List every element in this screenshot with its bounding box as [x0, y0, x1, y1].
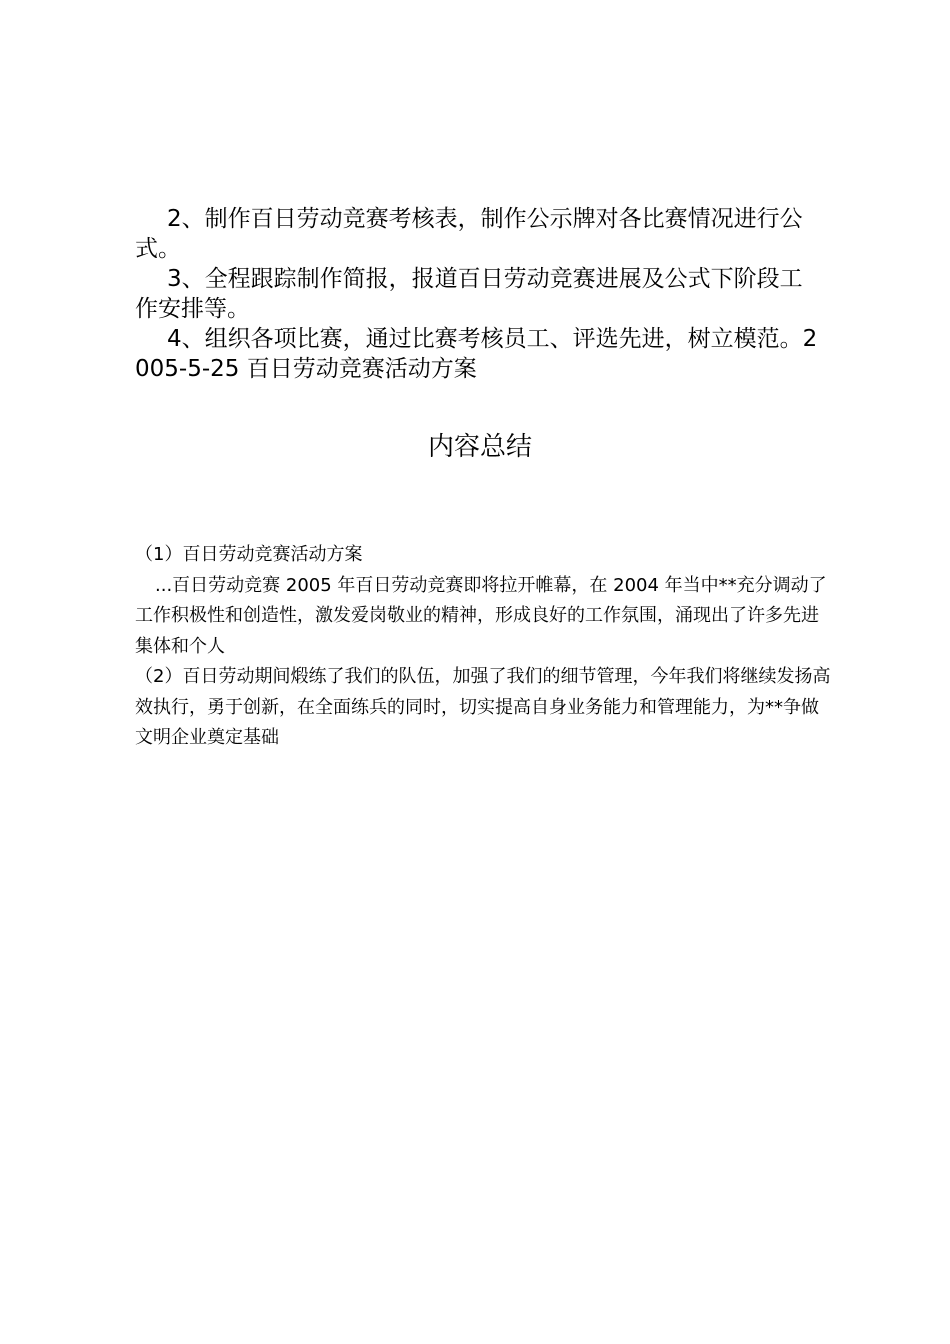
summary-item-1-heading: （1）百日劳动竞赛活动方案: [135, 544, 363, 565]
summary-item-1-text: ...百日劳动竞赛 2005 年百日劳动竞赛即将拉开帷幕，在 2004 年当中**充分调动了工作积极性和创造性，激发爱岗敬业的精神，形成良好的工作氛围，涌现出了许多先进集体和个人: [135, 574, 827, 657]
plan-steps: [135, 204, 825, 384]
summary-item-2-text: （2）百日劳动期间煅练了我们的队伍，加强了我们的细节管理，今年我们将继续发扬高效执行，勇于创新，在全面练兵的同时，切实提高自身业务能力和管理能力，为**争做文明企业奠定基础: [135, 666, 831, 748]
step-4-paragraph: 4、组织各项比赛，通过比赛考核员工、评选先进，树立模范。2005-5-25 百日劳动竞赛活动方案: [135, 326, 818, 382]
step-2-paragraph: 2、制作百日劳动竞赛考核表，制作公示牌对各比赛情况进行公式。: [135, 206, 803, 262]
step-3-paragraph: 3、全程跟踪制作简报，报道百日劳动竞赛进展及公式下阶段工作安排等。: [135, 266, 803, 322]
summary-section: [135, 540, 835, 754]
summary-heading: 内容总结: [427, 432, 532, 462]
